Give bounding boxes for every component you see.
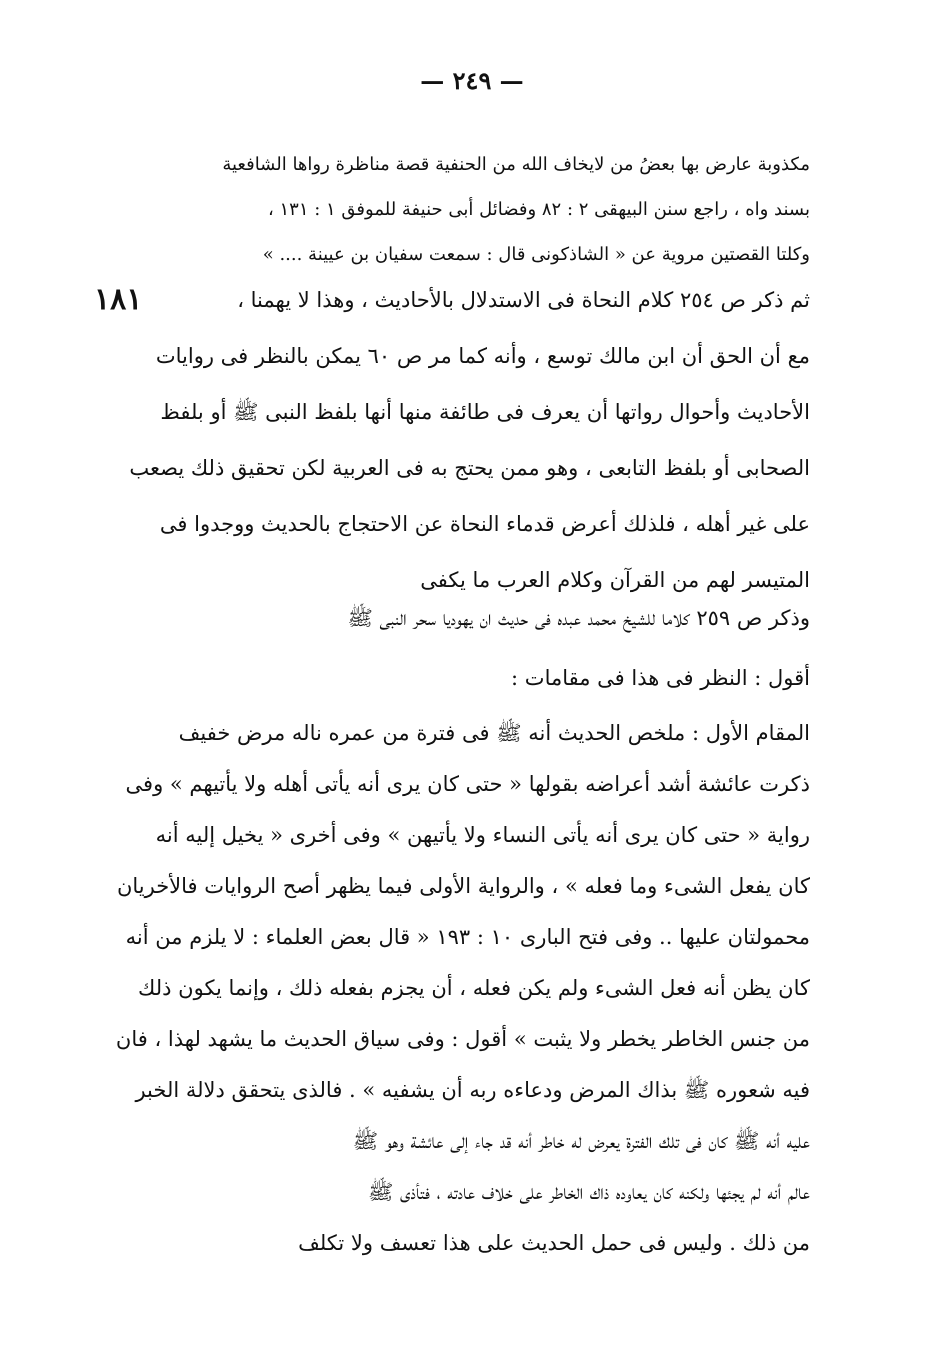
text-line: مع أن الحق أن ابن مالك توسع ، وأنه كما مر ص ٦٠ يمكن بالنظر فى روايات	[155, 344, 810, 368]
text-line: ذكرت عائشة أشد أعراضه بقولها « حتى كان يرى أنه يأتى أهله ولا يأتيهم » وفى	[125, 772, 810, 796]
paragraph-nahw	[129, 272, 810, 608]
footnote-line: بسند واه ، راجع سنن البيهقى ٢ : ٨٢ وفضائل أبى حنيفة للموفق ١ : ١٣١ ،	[267, 199, 810, 220]
text-line: أقول : النظر فى هذا فى مقامات :	[511, 666, 810, 690]
text-line: وذكر ص ٢٥٩ كلاما للشيخ محمد عبده فى حديث ان يهوديا سحر النبى ﷺ	[347, 606, 810, 630]
paragraph-maqamat-heading	[160, 650, 810, 706]
margin-section-number: ١٨١	[94, 282, 143, 317]
text-line: محمولتان عليها .. وفى فتح البارى ١٠ : ١٩٣ « قال بعض العلماء : لا يلزم من أنه	[125, 925, 810, 949]
page-number: — ٢٤٩ —	[420, 66, 524, 95]
footnote-line: مكذوبة عارض بها بعضُ من لايخاف الله من الحنفية قصة مناظرة رواها الشافعية	[222, 154, 810, 175]
text-line: على غير أهله ، فلذلك أعرض قدماء النحاة عن الاحتجاج بالحديث ووجدوا فى	[159, 512, 810, 536]
text-line: عالم أنه لم يجئها ولكنه كان يعاوده ذاك الخاطر على خلاف عادته ، فتأذى ﷺ	[368, 1180, 810, 1204]
text-line: من ذلك . وليس فى حمل الحديث على هذا تعسف ولا تكلف	[298, 1231, 810, 1255]
text-line: رواية « حتى كان يرى أنه يأتى النساء ولا يأتيهن » وفى أخرى « يخيل إليه أنه	[155, 823, 810, 847]
footnote-continuation	[160, 142, 810, 277]
text-line: المقام الأول : ملخص الحديث أنه ﷺ فى فترة من عمره ناله مرض خفيف	[178, 721, 810, 745]
paragraph-muhammad-abduh	[160, 590, 810, 646]
text-line: المتيسر لهم من القرآن وكلام العرب ما يكفى	[420, 568, 810, 592]
text-line: كان يفعل الشىء وما فعله » ، والرواية الأولى فيما يظهر أصح الروايات فالأخريان	[116, 874, 810, 898]
text-line: ثم ذكر ص ٢٥٤ كلام النحاة فى الاستدلال بالأحاديث ، وهذا لا يهمنا ،	[237, 288, 810, 312]
text-line: الصحابى أو بلفظ التابعى ، وهو ممن يحتج به فى العربية لكن تحقيق ذلك يصعب	[129, 456, 810, 480]
text-line: فيه شعوره ﷺ بذاك المرض ودعاءه ربه أن يشفيه » . فالذى يتحقق دلالة الخبر	[135, 1078, 810, 1102]
text-line: عليه أنه ﷺ كان فى تلك الفترة يعرض له خاطر أنه قد جاء إلى عائشة وهو ﷺ	[352, 1129, 810, 1153]
text-line: من جنس الخاطر يخطر ولا يثبت » أقول : وفى سياق الحديث ما يشهد لهذا ، فان	[115, 1027, 810, 1051]
text-line: الأحاديث وأحوال رواتها أن يعرف فى طائفة منها أنها بلفظ النبى ﷺ أو بلفظ	[160, 400, 810, 424]
footnote-line: وكلتا القصتين مروية عن « الشاذكونى قال : سمعت سفيان بن عيينة .... »	[262, 244, 810, 265]
paragraph-first-maqam	[115, 708, 810, 1269]
text-line: كان يظن أنه فعل الشىء ولم يكن فعله ، أن يجزم بفعله ذلك ، وإنما يكون ذلك	[138, 976, 810, 1000]
